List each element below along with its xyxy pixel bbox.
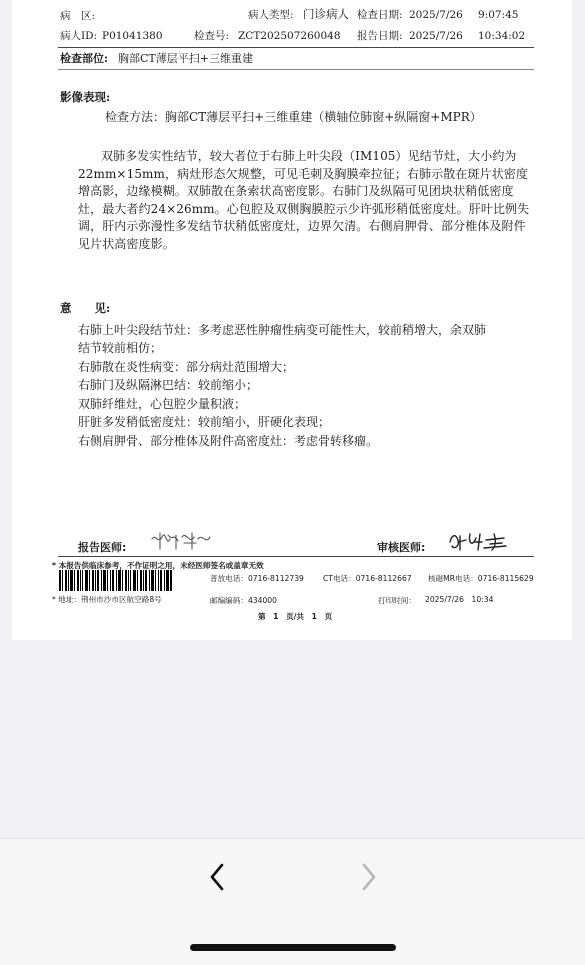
phone-mr: 核磁MR电话：0716-8115629: [428, 574, 534, 583]
exam-no-label: 检查号:: [194, 30, 230, 42]
impression-item: 结节较前相仿；: [78, 341, 163, 355]
signature-divider: [58, 556, 534, 557]
review-doctor-label: 审核医师:: [377, 541, 426, 554]
exam-site-value: 胸部CT薄层平扫+三维重建: [118, 52, 253, 65]
print-time-label: 打印时间：: [378, 596, 416, 605]
address-text: * 地址：荆州市沙市区航空路8号: [52, 595, 162, 604]
home-indicator[interactable]: [190, 944, 396, 951]
print-time-value: 2025/7/26 10:34: [425, 595, 494, 604]
findings-text: 双肺多发实性结节，较大者位于右肺上叶尖段（IM105）见结节灶，大小约为22mm×15mm，病灶形态欠规整，可见毛刺及胸膜牵拉征；右肺示散在斑片状密度增高影，边缘模糊。双肺散在条索状高密度影。右肺门及纵隔可见团块状稍低密度灶，最大者约24×26mm。心包腔及双侧胸膜腔示少许弧形稍低密度灶。肝叶比例失调，肝内示弥漫性多发结节状稍低密度灶，边界欠清。右侧肩胛骨、部分椎体及附件见片状高密度影。: [78, 149, 530, 251]
phone-ct: CT电话：0716-8112667: [323, 574, 412, 583]
impression-item: 右侧肩胛骨、部分椎体及附件高密度灶：考虑骨转移瘤。: [78, 434, 379, 448]
exam-date-label: 检查日期:: [357, 9, 403, 21]
patient-id-label: 病人ID:: [60, 30, 98, 42]
patient-type-value: 门诊病人: [303, 7, 349, 21]
disclaimer-text: * 本报告供临床参考，不作证明之用，未经医师签名或盖章无效: [52, 561, 264, 570]
ward-label: 病 区:: [60, 10, 96, 22]
impression-item: 肝脏多发稍低密度灶：较前缩小，肝硬化表现；: [78, 415, 331, 429]
barcode: [59, 570, 172, 591]
impression-item: 右肺散在炎性病变：部分病灶范围增大；: [78, 360, 295, 374]
impression-item: 右肺门及纵隔淋巴结：较前缩小；: [78, 378, 259, 392]
exam-date-value: 2025/7/26: [409, 9, 463, 21]
back-button[interactable]: [203, 860, 233, 894]
impression-label: 意 见:: [60, 301, 111, 315]
exam-site-divider: [58, 69, 534, 70]
impression-item: 右肺上叶尖段结节灶：多考虑恶性肿瘤性病变可能性大，较前稍增大，余双肺: [78, 323, 487, 337]
postcode-text: 邮编编码：434000: [210, 596, 277, 605]
patient-id-value: P01041380: [102, 30, 163, 42]
report-date-label: 报告日期:: [357, 30, 403, 42]
report-doctor-label: 报告医师:: [78, 541, 127, 554]
report-date-value: 2025/7/26: [409, 30, 463, 42]
report-time-value: 10:34:02: [478, 30, 526, 42]
page-info: 第 1 页/共 1 页: [258, 612, 333, 621]
review-doctor-signature: [446, 528, 510, 554]
imaging-label: 影像表现:: [60, 90, 111, 104]
patient-type-label: 病人类型:: [248, 9, 294, 21]
exam-no-value: ZCT202507260048: [238, 30, 341, 42]
forward-button[interactable]: [354, 860, 384, 894]
header-divider: [58, 47, 534, 48]
exam-site-label: 检查部位:: [60, 52, 109, 65]
report-doctor-signature: [148, 527, 214, 553]
phone-general: 普放电话：0716-8112739: [210, 574, 304, 583]
impression-item: 双肺纤维灶，心包腔少量积液；: [78, 397, 247, 411]
chevron-right-icon: [354, 860, 384, 894]
exam-method: 检查方法：胸部CT薄层平扫+三维重建（横轴位肺窗+纵隔窗+MPR）: [105, 110, 482, 124]
chevron-left-icon: [203, 860, 233, 894]
exam-time-value: 9:07:45: [478, 9, 519, 21]
